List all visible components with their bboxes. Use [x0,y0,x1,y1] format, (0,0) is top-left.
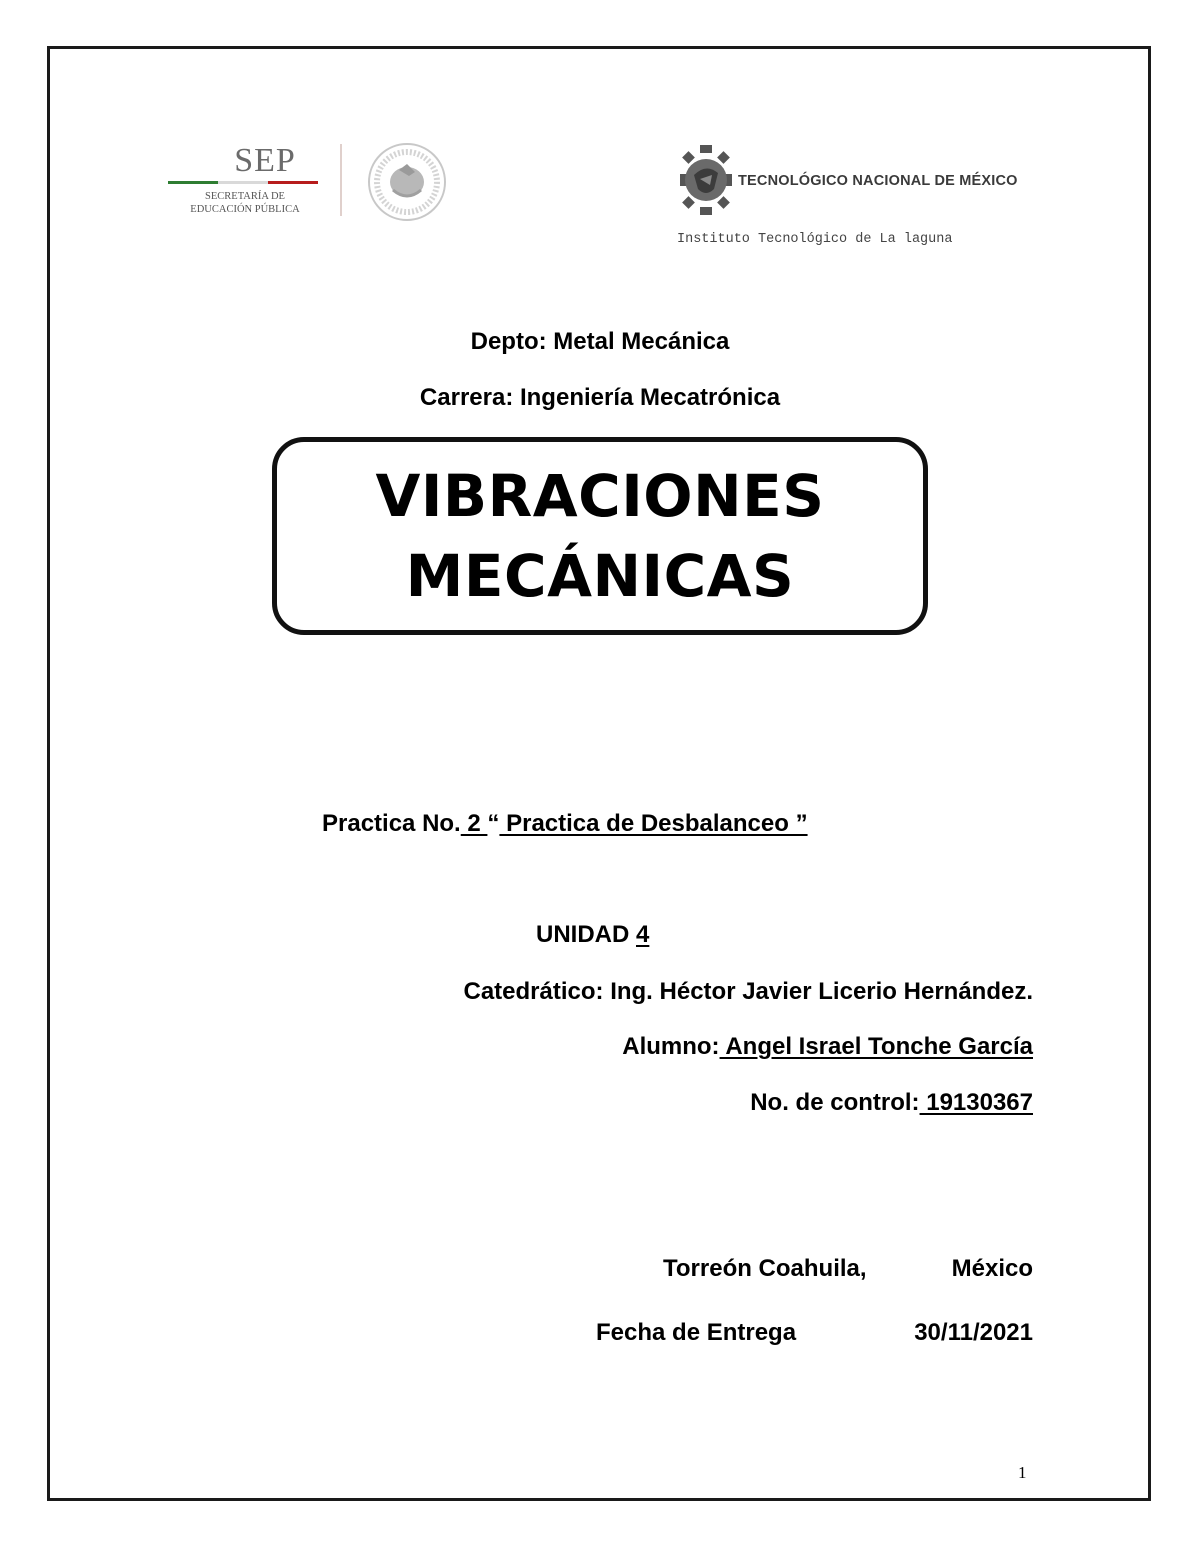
tecnm-logo-name: TECNOLÓGICO NACIONAL DE MÉXICO [738,173,1018,189]
unit-line [536,921,649,949]
sep-logo-subtitle [165,190,325,216]
national-seal-icon [363,142,451,222]
student-name: Angel Israel Tonche García [719,1033,1033,1060]
course-title-box [272,437,928,635]
delivery-date-value: 30/11/2021 [914,1319,1033,1346]
teacher-line: Catedrático: Ing. Héctor Javier Licerio Hernández. [463,978,1033,1005]
control-label: No. de control: [750,1089,920,1116]
sep-subtitle-line2: EDUCACIÓN PÚBLICA [190,204,300,215]
practice-line [322,810,808,838]
practice-open-quote: “ [487,810,500,837]
sep-subtitle-line1: SECRETARÍA DE [205,191,285,202]
control-number-line [750,1089,1033,1117]
sep-logo [160,140,460,230]
student-line [622,1033,1033,1061]
unit-label: UNIDAD [536,921,636,948]
sep-logo-word: SEP [234,142,296,179]
student-label: Alumno: [622,1033,720,1060]
practice-prefix: Practica No. [322,810,461,837]
tecnm-gear-icon [680,145,732,215]
course-title-line1: VIBRACIONES [375,462,825,530]
page-number: 1 [1018,1463,1027,1482]
country-text: México [951,1255,1033,1282]
tecnm-logo [677,145,1018,255]
practice-number: 2 [460,810,488,837]
sep-divider [340,144,342,216]
institute-name: Instituto Tecnológico de La laguna [677,232,953,247]
department-line: Depto: Metal Mecánica [470,328,730,355]
delivery-date-label: Fecha de Entrega [596,1319,797,1346]
city-text: Torreón Coahuila, [663,1255,867,1282]
career-line: Carrera: Ingeniería Mecatrónica [419,384,781,411]
sep-tricolor-line [168,181,318,184]
course-title-line2: MECÁNICAS [405,542,795,610]
practice-name: Practica de Desbalanceo ” [499,810,808,837]
control-number: 19130367 [919,1089,1033,1116]
unit-number: 4 [636,921,650,948]
